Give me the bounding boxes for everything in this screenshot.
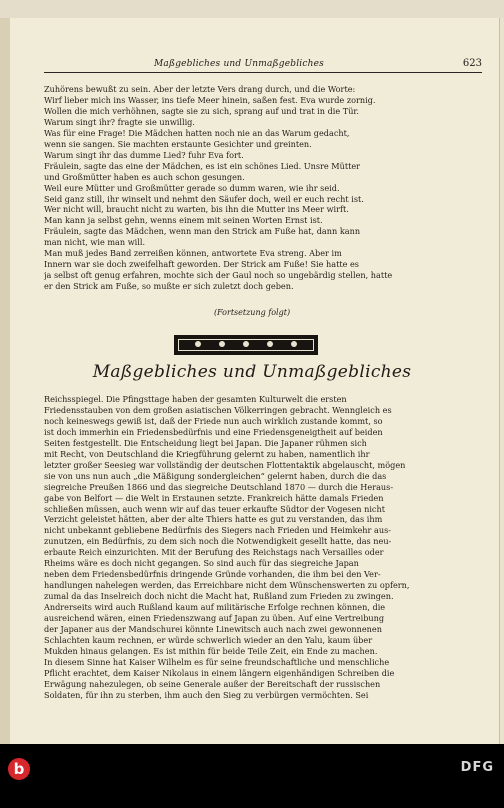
text-line: gabe von Belfort — die Welt in Erstaunen setzte. Frankreich hätte damals Frieden xyxy=(44,492,384,503)
text-line: Andrerseits wird auch Rußland kaum auf militärische Erfolge rechnen können, die xyxy=(44,602,386,613)
text-line: Wer nicht will, braucht nicht zu warten, bis ihn die Mutter ins Meer wirft. xyxy=(44,204,349,215)
text-line: Warum singt ihr das dumme Lied? fuhr Eva fort. xyxy=(44,149,244,160)
dfg-logo: DFG xyxy=(460,760,494,775)
text-line: Seid ganz still, ihr winselt und nehmt den Säufer doch, weil er euch recht ist. xyxy=(44,193,364,204)
text-line: Was für eine Frage! Die Mädchen hatten noch nie an das Warum gedacht, xyxy=(44,127,350,138)
text-line: der Japaner aus der Mandschurei könnte Linewitsch auch nach zwei gewonnenen xyxy=(44,624,382,635)
section-text-block xyxy=(44,394,482,701)
text-line: Mukden hinaus gelangen. Es ist mithin für beide Teile Zeit, ein Ende zu machen. xyxy=(44,645,378,656)
text-line: Reichsspiegel. Die Pfingsttage haben der gesamten Kulturwelt die ersten xyxy=(44,394,347,404)
text-line: wenn sie sangen. Sie machten erstaunte Gesichter und greinten. xyxy=(44,138,312,149)
text-line: ja selbst oft genug erfahren, mochte sich der Gaul noch so ungebärdig stellen, hatte xyxy=(44,270,393,281)
text-line: Man muß jedes Band zerreißen können, antwortete Eva streng. Aber im xyxy=(44,248,342,259)
story-text-block xyxy=(44,84,482,292)
viewer-bottom-bar xyxy=(0,744,504,808)
continuation-note: (Fortsetzung folgt) xyxy=(213,308,291,317)
text-line: Rheims wäre es doch nicht gegangen. So sind auch für das siegreiche Japan xyxy=(44,558,359,569)
decorative-ornament xyxy=(174,335,318,355)
text-line: Warum singt ihr? fragte sie unwillig. xyxy=(44,116,195,127)
text-line: Verzicht geleistet hätten, aber der alte Thiers hatte es gut zu verstanden, das ihm xyxy=(44,514,383,525)
text-line: Wirf lieber mich ins Wasser, ins tiefe Meer hinein, saßen fest. Eva wurde zornig. xyxy=(44,94,376,105)
text-line: Fräulein, sagte das Mädchen, wenn man den Strick am Fuße hat, dann kann xyxy=(44,226,361,237)
text-line: und Großmütter haben es auch schon gesungen. xyxy=(44,171,245,182)
text-line: schließen müssen, auch wenn wir auf das teuer erkaufte Südtor der Vogesen nicht xyxy=(44,503,385,514)
text-line: sie von uns nun auch „die Mäßigung sondergleichen“ gelernt haben, durch die das xyxy=(44,470,387,481)
text-line: Schlachten kaum rechnen, er würde schwerlich wieder an den Yalu, kaum über xyxy=(44,634,373,645)
text-line: letzter großer Seesieg war vollständig der deutschen Flottentaktik abgelauscht, mögen xyxy=(44,459,406,470)
text-line: Innern war sie doch zweifelhaft geworden. Der Strick am Fuße! Sie hatte es xyxy=(44,259,359,270)
text-line: Zuhörens bewußt zu sein. Aber der letzte Vers drang durch, und die Worte: xyxy=(44,84,356,94)
text-line: Soldaten, für ihn zu sterben, ihm auch den Sieg zu verbürgen vermöchten. Sei xyxy=(44,689,369,700)
text-line: nicht unbekannt gebliebene Bedürfnis des Siegers nach Frieden und Heimkehr aus- xyxy=(44,525,392,536)
text-line: erbaute Reich einzurichten. Mit der Berufung des Reichstags nach Versailles oder xyxy=(44,547,384,558)
text-line: Friedensstauben von dem großen asiatischen Völkerringen gebracht. Wenngleich es xyxy=(44,404,392,415)
text-line: noch keineswegs gewiß ist, daß der Friede nun auch wirklich zustande kommt, so xyxy=(44,415,383,426)
text-line: Fräulein, sagte das eine der Mädchen, es ist ein schönes Lied. Unsre Mütter xyxy=(44,160,361,171)
text-line: Wollen die mich verhöhnen, sagte sie zu sich, sprang auf und trat in die Tür. xyxy=(44,105,359,116)
text-line: handlungen nahelegen werden, das Erreichbare nicht dem Wünschenswerten zu opfern, xyxy=(44,580,410,591)
page-number: 623 xyxy=(462,58,482,69)
text-line: ist doch immerhin ein Friedensbedürfnis und eine Friedensgeneigtheit auf beiden xyxy=(44,426,383,437)
text-line: er den Strick am Fuße, so mußte er sich zuletzt doch geben. xyxy=(44,281,294,292)
viewer-logo-b[interactable]: b xyxy=(8,758,30,780)
text-line: In diesem Sinne hat Kaiser Wilhelm es für seine freundschaftliche und menschliche xyxy=(44,656,390,667)
text-line: mit Recht, von Deutschland die Kriegführung gelernt zu haben, namentlich ihr xyxy=(44,448,370,459)
running-title: Maßgebliches und Unmaßgebliches xyxy=(154,59,324,69)
text-line: man nicht, wie man will. xyxy=(44,237,146,248)
section-title: Maßgebliches und Unmaßgebliches xyxy=(92,362,412,382)
text-line: siegreiche Preußen 1866 und das siegreiche Deutschland 1870 — durch die Heraus- xyxy=(44,481,394,492)
text-line: zunutzen, ein Bedürfnis, zu dem sich noch die Notwendigkeit gesellt hatte, das neu- xyxy=(44,536,392,547)
text-line: Man kann ja selbst gehn, wenns einem mit seinen Worten Ernst ist. xyxy=(44,215,323,226)
text-line: zumal da das Inselreich doch nicht die Macht hat, Rußland zum Frieden zu zwingen. xyxy=(44,591,394,602)
text-line: ausreichend wären, einen Friedenszwang auf Japan zu üben. Auf eine Vertreibung xyxy=(44,613,385,624)
text-line: Seiten festgestellt. Die Entscheidung liegt bei Japan. Die Japaner rühmen sich xyxy=(44,437,367,448)
text-line: Pflicht erachtet, dem Kaiser Nikolaus in einem längern eigenhändigen Schreiben die xyxy=(44,667,395,678)
running-header xyxy=(44,58,482,73)
text-line: neben dem Friedensbedürfnis dringende Gründe vorhanden, die ihm bei den Ver- xyxy=(44,569,381,580)
text-line: Weil eure Mütter und Großmütter gerade so dumm waren, wie ihr seid. xyxy=(44,182,340,193)
text-line: Erwägung nahezulegen, ob seine Generale außer der Bereitschaft der russischen xyxy=(44,678,381,689)
